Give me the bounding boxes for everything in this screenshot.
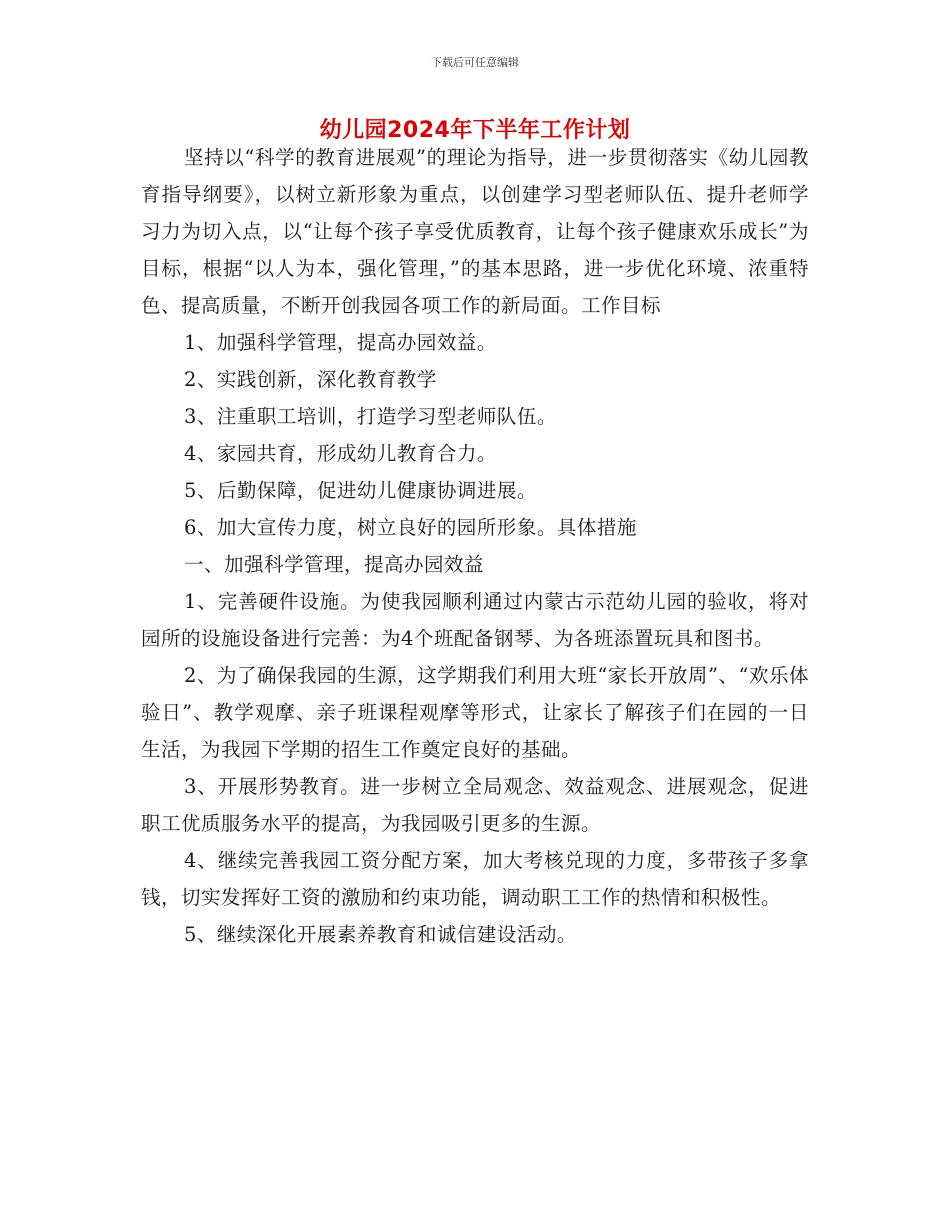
goal-item: 2、实践创新，深化教育教学 bbox=[184, 368, 437, 391]
measure-paragraph: 2、为了确保我园的生源，这学期我们利用大班“家长开放周”、“欢乐体验日”、教学观摩、亲子班课程观摩等形式，让家长了解孩子们在园的一日生活，为我园下学期的招生工作奠定良好的基础。 bbox=[141, 664, 809, 761]
measure-paragraph: 5、继续深化开展素养教育和诚信建设活动。 bbox=[184, 923, 577, 946]
goal-item: 4、家园共育，形成幼儿教育合力。 bbox=[184, 442, 497, 465]
document-body bbox=[141, 139, 809, 953]
goal-item: 3、注重职工培训，打造学习型老师队伍。 bbox=[184, 405, 557, 428]
measure-paragraph: 4、继续完善我园工资分配方案，加大考核兑现的力度，多带孩子多拿钱，切实发挥好工资的激励和约束功能，调动职工工作的热情和积极性。 bbox=[141, 849, 809, 909]
goal-item: 6、加大宣传力度，树立良好的园所形象。具体措施 bbox=[184, 516, 637, 539]
intro-paragraph: 坚持以“科学的教育进展观”的理论为指导，进一步贯彻落实《幼儿园教育指导纲要》，以树立新形象为重点，以创建学习型老师队伍、提升老师学习力为切入点，以“让每个孩子享受优质教育，让每个孩子健康欢乐成长”为目标，根据“以人为本，强化管理，”的基本思路，进一步优化环境、浓重特色、提高质量，不断开创我园各项工作的新局面。工作目标 bbox=[141, 146, 809, 317]
header-note: 下载后可任意编辑 bbox=[431, 56, 519, 69]
goal-item: 1、加强科学管理，提高办园效益。 bbox=[184, 331, 497, 354]
document-title: 幼儿园2024年下半年工作计划 bbox=[319, 118, 631, 143]
measure-paragraph: 1、完善硬件设施。为使我园顺利通过内蒙古示范幼儿园的验收，将对园所的设施设备进行完善：为4个班配备钢琴、为各班添置玩具和图书。 bbox=[141, 590, 809, 650]
section-heading: 一、加强科学管理，提高办园效益 bbox=[184, 553, 485, 576]
goal-item: 5、后勤保障，促进幼儿健康协调进展。 bbox=[184, 479, 537, 502]
measure-paragraph: 3、开展形势教育。进一步树立全局观念、效益观念、进展观念，促进职工优质服务水平的提高，为我园吸引更多的生源。 bbox=[141, 775, 809, 835]
